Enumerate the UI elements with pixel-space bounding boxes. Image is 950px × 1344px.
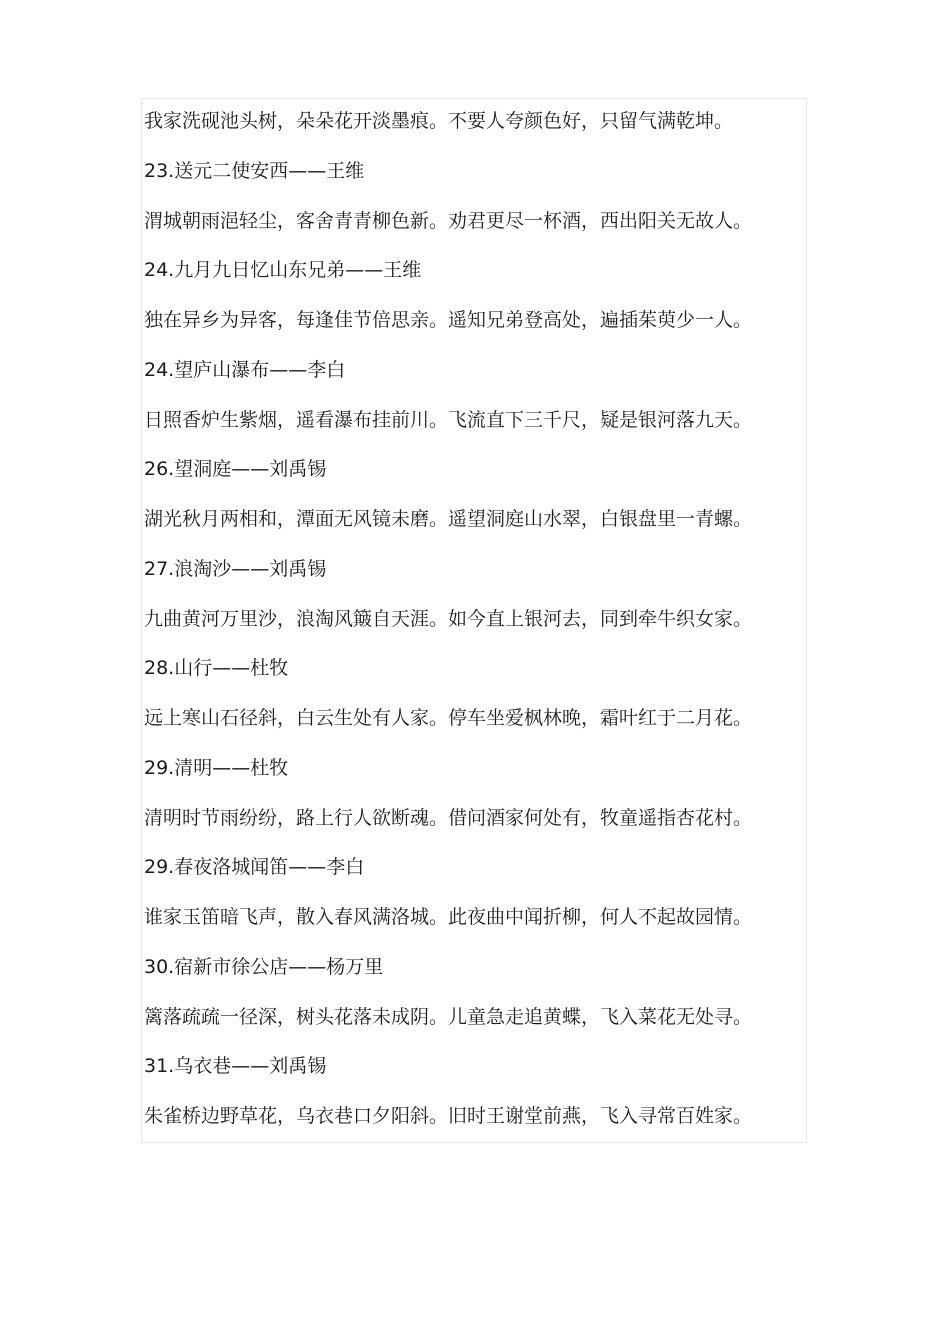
poem-title: 27.浪淘沙——刘禹锡 — [144, 557, 327, 580]
poem-list — [144, 106, 804, 1151]
poem-verse: 我家洗砚池头树，朵朵花开淡墨痕。不要人夸颜色好，只留气满乾坤。 — [144, 110, 734, 132]
poem-verse: 清明时节雨纷纷，路上行人欲断魂。借问酒家何处有，牧童遥指杏花村。 — [144, 806, 753, 829]
poem-title: 28.山行——杜牧 — [144, 657, 289, 680]
poem-verse: 渭城朝雨浥轻尘，客舍青青柳色新。劝君更尽一杯酒，西出阳关无故人。 — [144, 209, 753, 232]
poem-title: 23.送元二使安西——王维 — [144, 159, 365, 182]
poem-title: 29.春夜洛城闻笛——李白 — [144, 856, 365, 879]
poem-title: 30.宿新市徐公店——杨万里 — [144, 955, 384, 978]
poem-verse: 篱落疏疏一径深，树头花落未成阴。儿童急走追黄蝶，飞入菜花无处寻。 — [144, 1005, 753, 1028]
poem-verse: 谁家玉笛暗飞声，散入春风满洛城。此夜曲中闻折柳，何人不起故园情。 — [144, 906, 753, 928]
poem-verse: 远上寒山石径斜，白云生处有人家。停车坐爱枫林晚，霜叶红于二月花。 — [144, 707, 753, 729]
poem-verse: 朱雀桥边野草花，乌衣巷口夕阳斜。旧时王谢堂前燕，飞入寻常百姓家。 — [144, 1105, 753, 1127]
poem-verse: 九曲黄河万里沙，浪淘风簸自天涯。如今直上银河去，同到牵牛织女家。 — [144, 607, 753, 630]
poem-verse: 湖光秋月两相和，潭面无风镜未磨。遥望洞庭山水翠，白银盘里一青螺。 — [144, 508, 753, 530]
poem-title: 26.望洞庭——刘禹锡 — [144, 458, 327, 481]
poem-verse: 独在异乡为异客，每逢佳节倍思亲。遥知兄弟登高处，遍插茱萸少一人。 — [144, 309, 753, 331]
poem-verse: 日照香炉生紫烟，遥看瀑布挂前川。飞流直下三千尺，疑是银河落九天。 — [144, 408, 753, 431]
poem-title: 31.乌衣巷——刘禹锡 — [144, 1055, 327, 1078]
poem-title: 24.九月九日忆山东兄弟——王维 — [144, 259, 422, 282]
poem-title: 29.清明——杜牧 — [144, 756, 289, 779]
poem-title: 24.望庐山瀑布——李白 — [144, 358, 346, 381]
